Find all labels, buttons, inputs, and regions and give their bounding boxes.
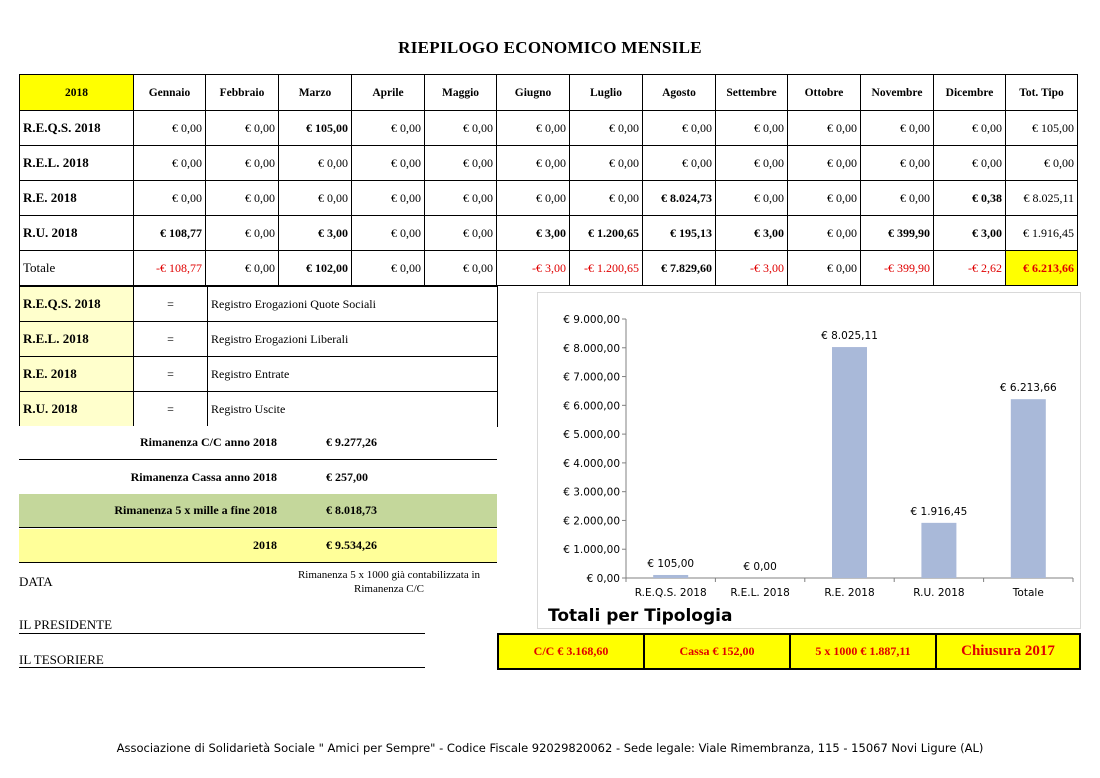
table-row bbox=[20, 111, 1078, 146]
y-tick-label: € 9.000,00 bbox=[563, 314, 620, 326]
row-total-cell: € 105,00 bbox=[1006, 111, 1078, 146]
table-cell: € 0,00 bbox=[788, 111, 861, 146]
y-tick-label: € 6.000,00 bbox=[563, 400, 620, 413]
table-cell: € 0,00 bbox=[134, 146, 206, 181]
table-cell: € 108,77 bbox=[134, 216, 206, 251]
table-cell: € 0,00 bbox=[497, 181, 570, 216]
y-tick-label: € 4.000,00 bbox=[563, 457, 620, 470]
bar bbox=[653, 575, 688, 578]
table-cell: € 0,00 bbox=[861, 146, 934, 181]
summary-5x1000: 5 x 1000 € 1.887,11 bbox=[790, 634, 936, 669]
table-cell: € 0,00 bbox=[279, 146, 352, 181]
table-cell: € 7.829,60 bbox=[643, 251, 716, 286]
table-row bbox=[20, 251, 1078, 286]
legend-key: R.E. 2018 bbox=[20, 357, 134, 392]
x-category-label: R.E.Q.S. 2018 bbox=[634, 587, 707, 599]
month-header-settembre: Settembre bbox=[716, 75, 788, 111]
bar-value-label: € 8.025,11 bbox=[821, 330, 878, 343]
remainder-band bbox=[19, 529, 497, 563]
month-header-dicembre: Dicembre bbox=[934, 75, 1006, 111]
table-cell: € 3,00 bbox=[279, 216, 352, 251]
remainder-band bbox=[19, 426, 497, 460]
y-tick-label: € 5.000,00 bbox=[563, 429, 620, 442]
bar-value-label: € 0,00 bbox=[743, 561, 777, 573]
table-cell: € 3,00 bbox=[934, 216, 1006, 251]
legend-equals: = bbox=[134, 357, 208, 392]
legend-row bbox=[20, 392, 498, 427]
bar-value-label: € 105,00 bbox=[647, 557, 695, 570]
remainder-value: € 8.018,73 bbox=[326, 503, 377, 517]
footer-text: Associazione di Solidarietà Sociale " Amici per Sempre" - Codice Fiscale 92029820062 - Sede legale: Viale Rimembranza, 115 - 15067 Novi Ligure (AL) bbox=[116, 741, 984, 755]
table-cell: € 0,00 bbox=[352, 216, 425, 251]
table-cell: € 1.200,65 bbox=[570, 216, 643, 251]
legend-description: Registro Erogazioni Quote Sociali bbox=[208, 287, 498, 322]
y-tick-label: € 8.000,00 bbox=[563, 342, 620, 355]
y-tick-label: € 7.000,00 bbox=[563, 371, 620, 384]
table-cell: € 0,00 bbox=[716, 181, 788, 216]
table-cell: € 0,00 bbox=[206, 251, 279, 286]
legend-description: Registro Uscite bbox=[208, 392, 498, 427]
table-cell: € 0,00 bbox=[206, 111, 279, 146]
page-title: RIEPILOGO ECONOMICO MENSILE bbox=[398, 38, 702, 57]
remainder-value: € 257,00 bbox=[326, 470, 368, 484]
table-cell: € 0,00 bbox=[861, 111, 934, 146]
table-cell: € 0,00 bbox=[352, 146, 425, 181]
table-cell: € 0,00 bbox=[425, 181, 497, 216]
table-cell: € 8.024,73 bbox=[643, 181, 716, 216]
row-total-cell: € 6.213,66 bbox=[1006, 251, 1078, 286]
table-cell: € 0,00 bbox=[788, 216, 861, 251]
remainder-label: 2018 bbox=[253, 538, 277, 552]
table-cell: -€ 3,00 bbox=[497, 251, 570, 286]
table-cell: € 0,00 bbox=[934, 146, 1006, 181]
month-header-luglio: Luglio bbox=[570, 75, 643, 111]
month-header-gennaio: Gennaio bbox=[134, 75, 206, 111]
table-cell: € 0,00 bbox=[425, 111, 497, 146]
remainder-band bbox=[19, 461, 497, 495]
x-category-label: R.E.L. 2018 bbox=[730, 587, 790, 599]
row-total-cell: € 1.916,45 bbox=[1006, 216, 1078, 251]
legend-table bbox=[19, 286, 498, 427]
monthly-summary-table bbox=[19, 74, 1078, 286]
table-cell: € 0,00 bbox=[716, 146, 788, 181]
bar-value-label: € 6.213,66 bbox=[999, 382, 1057, 395]
table-cell: € 0,00 bbox=[134, 111, 206, 146]
y-tick-label: € 2.000,00 bbox=[563, 515, 620, 528]
table-cell: € 0,00 bbox=[497, 146, 570, 181]
treasurer-signature-line bbox=[19, 667, 425, 668]
x-category-label: R.E. 2018 bbox=[824, 587, 875, 599]
table-cell: € 0,00 bbox=[425, 146, 497, 181]
table-cell: € 0,00 bbox=[206, 146, 279, 181]
legend-equals: = bbox=[134, 322, 208, 357]
president-signature-line bbox=[19, 633, 425, 634]
data-label: DATA bbox=[19, 574, 53, 589]
total-type-header: Tot. Tipo bbox=[1006, 75, 1078, 111]
table-cell: € 0,00 bbox=[206, 216, 279, 251]
month-header-maggio: Maggio bbox=[425, 75, 497, 111]
table-cell: € 0,00 bbox=[861, 181, 934, 216]
table-cell: € 0,00 bbox=[643, 146, 716, 181]
remainder-value: € 9.277,26 bbox=[326, 435, 377, 449]
table-cell: € 102,00 bbox=[279, 251, 352, 286]
year-header-cell: 2018 bbox=[20, 75, 134, 111]
y-tick-label: € 0,00 bbox=[586, 573, 620, 585]
chart-svg bbox=[538, 293, 1080, 628]
legend-description: Registro Erogazioni Liberali bbox=[208, 322, 498, 357]
summary-chiusura: Chiusura 2017 bbox=[936, 634, 1080, 669]
table-cell: € 3,00 bbox=[716, 216, 788, 251]
table-cell: € 0,00 bbox=[788, 181, 861, 216]
table-cell: € 3,00 bbox=[497, 216, 570, 251]
table-row bbox=[20, 146, 1078, 181]
remainder-value: € 9.534,26 bbox=[326, 538, 377, 552]
totals-bar-chart bbox=[537, 292, 1081, 629]
table-cell: € 0,00 bbox=[279, 181, 352, 216]
table-cell: € 0,00 bbox=[716, 111, 788, 146]
bar bbox=[1011, 399, 1046, 578]
header-row bbox=[20, 75, 1078, 111]
month-header-giugno: Giugno bbox=[497, 75, 570, 111]
legend-row bbox=[20, 287, 498, 322]
table-cell: € 0,00 bbox=[788, 146, 861, 181]
row-label: R.E. 2018 bbox=[20, 181, 134, 216]
remainder-label: Rimanenza Cassa anno 2018 bbox=[130, 470, 277, 484]
bar bbox=[921, 523, 956, 578]
legend-row bbox=[20, 322, 498, 357]
table-cell: € 0,00 bbox=[570, 111, 643, 146]
table-cell: € 0,00 bbox=[425, 251, 497, 286]
remainder-band bbox=[19, 494, 497, 528]
table-cell: € 0,00 bbox=[425, 216, 497, 251]
month-header-agosto: Agosto bbox=[643, 75, 716, 111]
month-header-aprile: Aprile bbox=[352, 75, 425, 111]
legend-equals: = bbox=[134, 287, 208, 322]
closing-2017-summary bbox=[497, 633, 1081, 670]
chart-title: Totali per Tipologia bbox=[548, 606, 733, 626]
x-category-label: Totale bbox=[1012, 587, 1044, 599]
legend-key: R.E.L. 2018 bbox=[20, 322, 134, 357]
row-label: R.E.L. 2018 bbox=[20, 146, 134, 181]
bar-value-label: € 1.916,45 bbox=[910, 505, 968, 518]
remainder-label: Rimanenza 5 x mille a fine 2018 bbox=[114, 503, 277, 517]
x-category-label: R.U. 2018 bbox=[913, 587, 965, 599]
row-label: Totale bbox=[20, 251, 134, 286]
table-cell: -€ 1.200,65 bbox=[570, 251, 643, 286]
legend-key: R.U. 2018 bbox=[20, 392, 134, 427]
summary-cc: C/C € 3.168,60 bbox=[498, 634, 644, 669]
table-cell: -€ 108,77 bbox=[134, 251, 206, 286]
treasurer-label: IL TESORIERE bbox=[19, 652, 104, 667]
y-tick-label: € 1.000,00 bbox=[563, 544, 620, 557]
table-cell: € 195,13 bbox=[643, 216, 716, 251]
row-label: R.U. 2018 bbox=[20, 216, 134, 251]
table-cell: € 105,00 bbox=[279, 111, 352, 146]
table-cell: € 0,00 bbox=[134, 181, 206, 216]
table-cell: € 0,38 bbox=[934, 181, 1006, 216]
summary-cassa: Cassa € 152,00 bbox=[644, 634, 790, 669]
month-header-novembre: Novembre bbox=[861, 75, 934, 111]
table-cell: € 0,00 bbox=[352, 111, 425, 146]
table-cell: € 0,00 bbox=[570, 181, 643, 216]
legend-row bbox=[20, 357, 498, 392]
table-row bbox=[20, 216, 1078, 251]
table-cell: € 0,00 bbox=[206, 181, 279, 216]
table-cell: € 0,00 bbox=[352, 251, 425, 286]
table-cell: € 0,00 bbox=[497, 111, 570, 146]
president-label: IL PRESIDENTE bbox=[19, 617, 113, 632]
table-cell: -€ 2,62 bbox=[934, 251, 1006, 286]
table-cell: € 0,00 bbox=[570, 146, 643, 181]
legend-equals: = bbox=[134, 392, 208, 427]
table-cell: -€ 399,90 bbox=[861, 251, 934, 286]
remainder-note: Rimanenza 5 x 1000 già contabilizzata in Rimanenza C/C bbox=[297, 569, 481, 595]
month-header-marzo: Marzo bbox=[279, 75, 352, 111]
remainder-label: Rimanenza C/C anno 2018 bbox=[139, 435, 277, 449]
table-cell: € 0,00 bbox=[934, 111, 1006, 146]
table-cell: € 0,00 bbox=[352, 181, 425, 216]
row-total-cell: € 0,00 bbox=[1006, 146, 1078, 181]
row-label: R.E.Q.S. 2018 bbox=[20, 111, 134, 146]
bar bbox=[832, 347, 867, 578]
month-header-ottobre: Ottobre bbox=[788, 75, 861, 111]
table-cell: € 399,90 bbox=[861, 216, 934, 251]
y-tick-label: € 3.000,00 bbox=[563, 486, 620, 499]
legend-description: Registro Entrate bbox=[208, 357, 498, 392]
legend-key: R.E.Q.S. 2018 bbox=[20, 287, 134, 322]
table-cell: € 0,00 bbox=[788, 251, 861, 286]
table-cell: -€ 3,00 bbox=[716, 251, 788, 286]
table-cell: € 0,00 bbox=[643, 111, 716, 146]
table-row bbox=[20, 181, 1078, 216]
month-header-febbraio: Febbraio bbox=[206, 75, 279, 111]
row-total-cell: € 8.025,11 bbox=[1006, 181, 1078, 216]
